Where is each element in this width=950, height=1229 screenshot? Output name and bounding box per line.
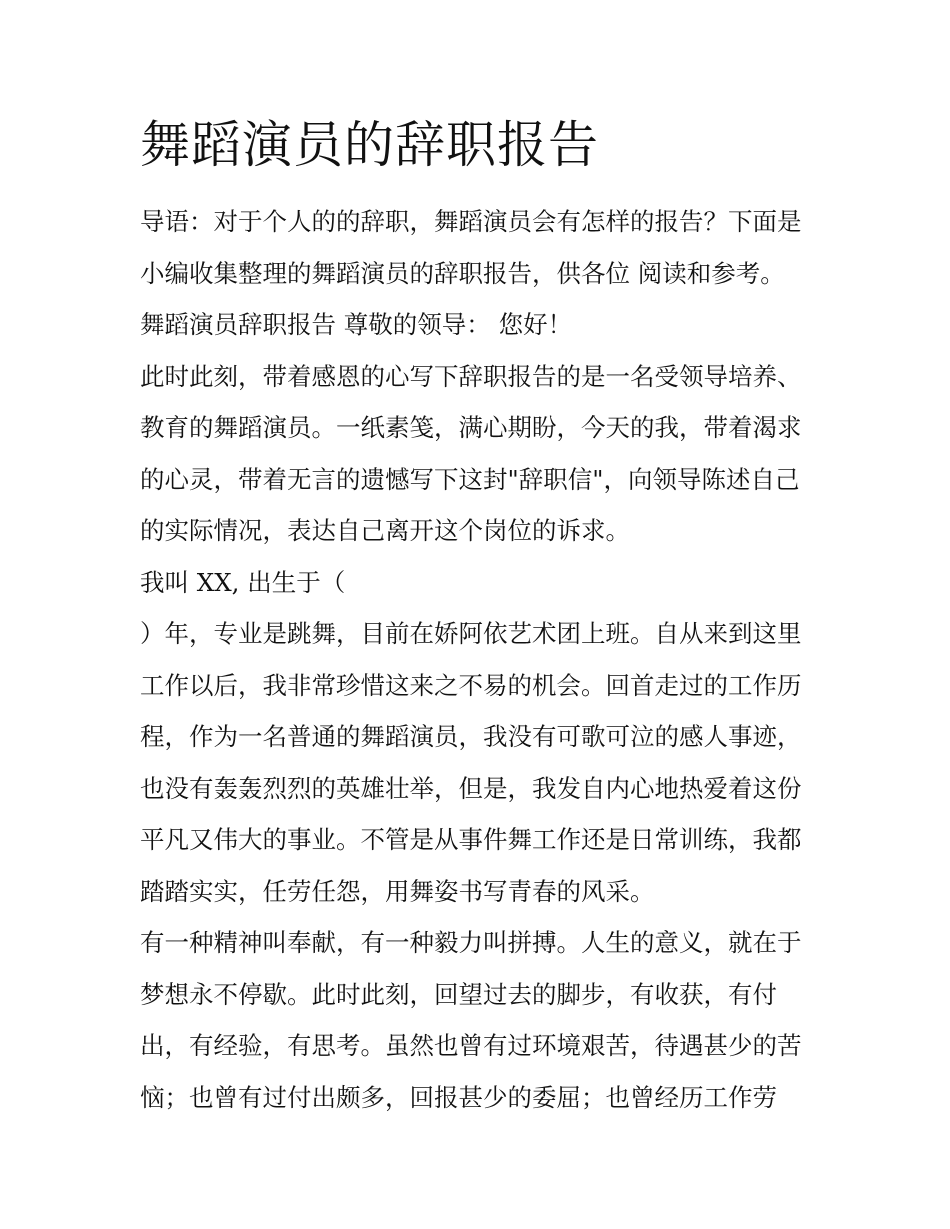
body-line: 梦想永不停歇。此时此刻，回望过去的脚步，有收获，有付 — [140, 979, 777, 1009]
body-line: 的心灵，带着无言的遗憾写下这封"辞职信"，向领导陈述自己 — [140, 464, 800, 494]
body-line: 此时此刻，带着感恩的心写下辞职报告的是一名受领导培养、 — [140, 361, 802, 391]
body-line: 的实际情况，表达自己离开这个岗位的诉求。 — [140, 516, 630, 545]
body-line: 有一种精神叫奉献，有一种毅力叫拼搏。人生的意义，就在于 — [140, 928, 802, 957]
body-line: 踏踏实实，任劳任怨，用舞姿书写青春的风采。 — [140, 876, 655, 906]
body-line: 教育的舞蹈演员。一纸素笺，满心期盼，今天的我，带着渴求 — [140, 413, 802, 442]
body-line: 程，作为一名普通的舞蹈演员，我没有可歌可泣的感人事迹， — [140, 722, 802, 751]
document-title: 舞蹈演员的辞职报告 — [140, 116, 599, 174]
body-line: 出，有经验，有思考。虽然也曾有过环境艰苦，待遇甚少的苦 — [140, 1031, 802, 1060]
body-line: 舞蹈演员辞职报告 尊敬的领导： 您好！ — [140, 310, 573, 339]
body-line: 我叫 XX, 出生于（ — [140, 567, 346, 597]
document-body — [140, 196, 820, 1123]
body-line: 也没有轰轰烈烈的英雄壮举，但是，我发自内心地热爱着这份 — [140, 773, 802, 803]
body-line: 导语：对于个人的的辞职，舞蹈演员会有怎样的报告？下面是 — [140, 207, 802, 236]
body-line: 恼；也曾有过付出颇多，回报甚少的委屈；也曾经历工作劳 — [140, 1082, 777, 1112]
body-line: ）年，专业是跳舞，目前在娇阿依艺术团上班。自从来到这里 — [140, 619, 802, 648]
body-line: 平凡又伟大的事业。不管是从事件舞工作还是日常训练，我都 — [140, 825, 802, 854]
body-line: 工作以后，我非常珍惜这来之不易的机会。回首走过的工作历 — [140, 670, 802, 700]
body-line: 小编收集整理的舞蹈演员的辞职报告，供各位 阅读和参考。 — [140, 258, 785, 288]
